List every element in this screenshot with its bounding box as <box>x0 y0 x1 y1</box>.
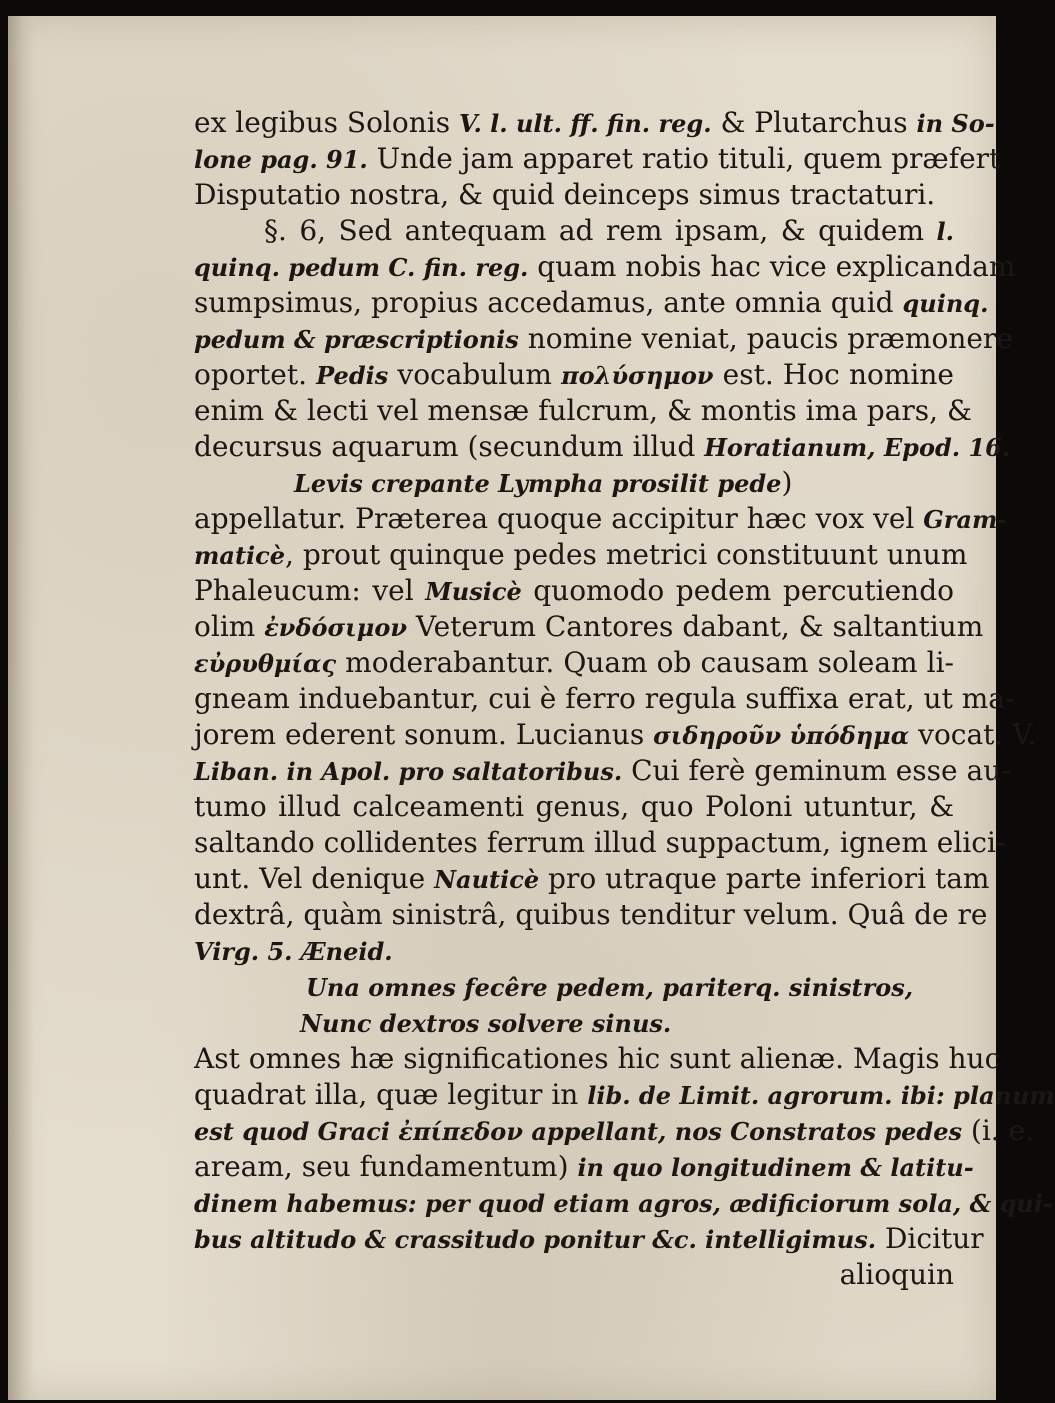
text-line: dextrâ, quàm sinistrâ, quibus tenditur velum. Quâ de re <box>194 898 988 931</box>
text-line: unt. Vel denique Nauticè pro utraque parte inferiori tam <box>194 862 990 895</box>
text-line: quadrat illa, quæ legitur in lib. de Limit. agrorum. ibi: planum <box>194 1078 1055 1111</box>
text-line: Ast omnes hæ significationes hic sunt alienæ. Magis huc <box>194 1042 1001 1075</box>
text-line: saltando collidentes ferrum illud suppactum, ignem elici- <box>194 826 1006 859</box>
text-line: jorem ederent sonum. Lucianus σιδηροῦν ὑπόδημα vocat. V. <box>194 718 1037 751</box>
text-line: Phaleucum: vel Musicè quomodo pedem percutiendo <box>194 574 955 607</box>
text-line: aream, seu fundamentum) in quo longitudinem & latitu- <box>194 1150 974 1183</box>
text-line: decursus aquarum (secundum illud Horatianum, Epod. 16. <box>194 430 1011 463</box>
text-line: gneam induebantur, cui è ferro regula suffixa erat, ut ma- <box>194 682 1015 715</box>
text-line: bus altitudo & crassitudo ponitur &c. intelligimus. Dicitur <box>194 1222 984 1255</box>
text-line: oportet. Pedis vocabulum πολύσημον est. Hoc nomine <box>194 358 954 391</box>
text-line: quinq. pedum C. fin. reg. quam nobis hac vice explicandam <box>194 250 1016 283</box>
quote-line: Levis crepante Lympha prosilit pede) <box>294 466 793 499</box>
text-line: enim & lecti vel mensæ fulcrum, & montis ima pars, & <box>194 394 972 427</box>
text-line: sumpsimus, propius accedamus, ante omnia quid quinq. <box>194 286 989 319</box>
catchword: alioquin <box>839 1258 954 1291</box>
page-gutter <box>8 16 34 1400</box>
text-line: est quod Graci ἐπίπεδον appellant, nos Constratos pedes (i. e. <box>194 1114 1035 1147</box>
text-line: dinem habemus: per quod etiam agros, ædificiorum sola, & qui- <box>194 1189 1053 1218</box>
text-line: εὐρυθμίας moderabantur. Quam ob causam soleam li- <box>194 646 954 679</box>
text-line: Disputatio nostra, & quid deinceps simus tractaturi. <box>194 178 936 211</box>
text-line: ex legibus Solonis V. l. ult. ff. fin. reg. & Plutarchus in So- <box>194 106 995 139</box>
text-line: Virg. 5. Æneid. <box>194 937 393 966</box>
text-line: §. 6, Sed antequam ad rem ipsam, & quidem l. <box>264 214 954 247</box>
book-page <box>8 16 1055 1400</box>
text-line: maticè, prout quinque pedes metrici constituunt unum <box>194 538 968 571</box>
text-line: Liban. in Apol. pro saltatoribus. Cui ferè geminum esse au- <box>194 754 1011 787</box>
text-line: lone pag. 91. Unde jam apparet ratio tituli, quem præfert <box>194 142 1001 175</box>
text-line: pedum & præscriptionis nomine veniat, paucis præmonere <box>194 322 1013 355</box>
text-line: tumo illud calceamenti genus, quo Poloni utuntur, & <box>194 790 954 823</box>
text-line: appellatur. Præterea quoque accipitur hæc vox vel Gram- <box>194 502 1008 535</box>
quote-line: Una omnes fecêre pedem, pariterq. sinistros, <box>306 973 914 1002</box>
quote-line: Nunc dextros solvere sinus. <box>300 1009 672 1038</box>
text-line: olim ἐνδόσιμον Veterum Cantores dabant, & saltantium <box>194 610 984 643</box>
